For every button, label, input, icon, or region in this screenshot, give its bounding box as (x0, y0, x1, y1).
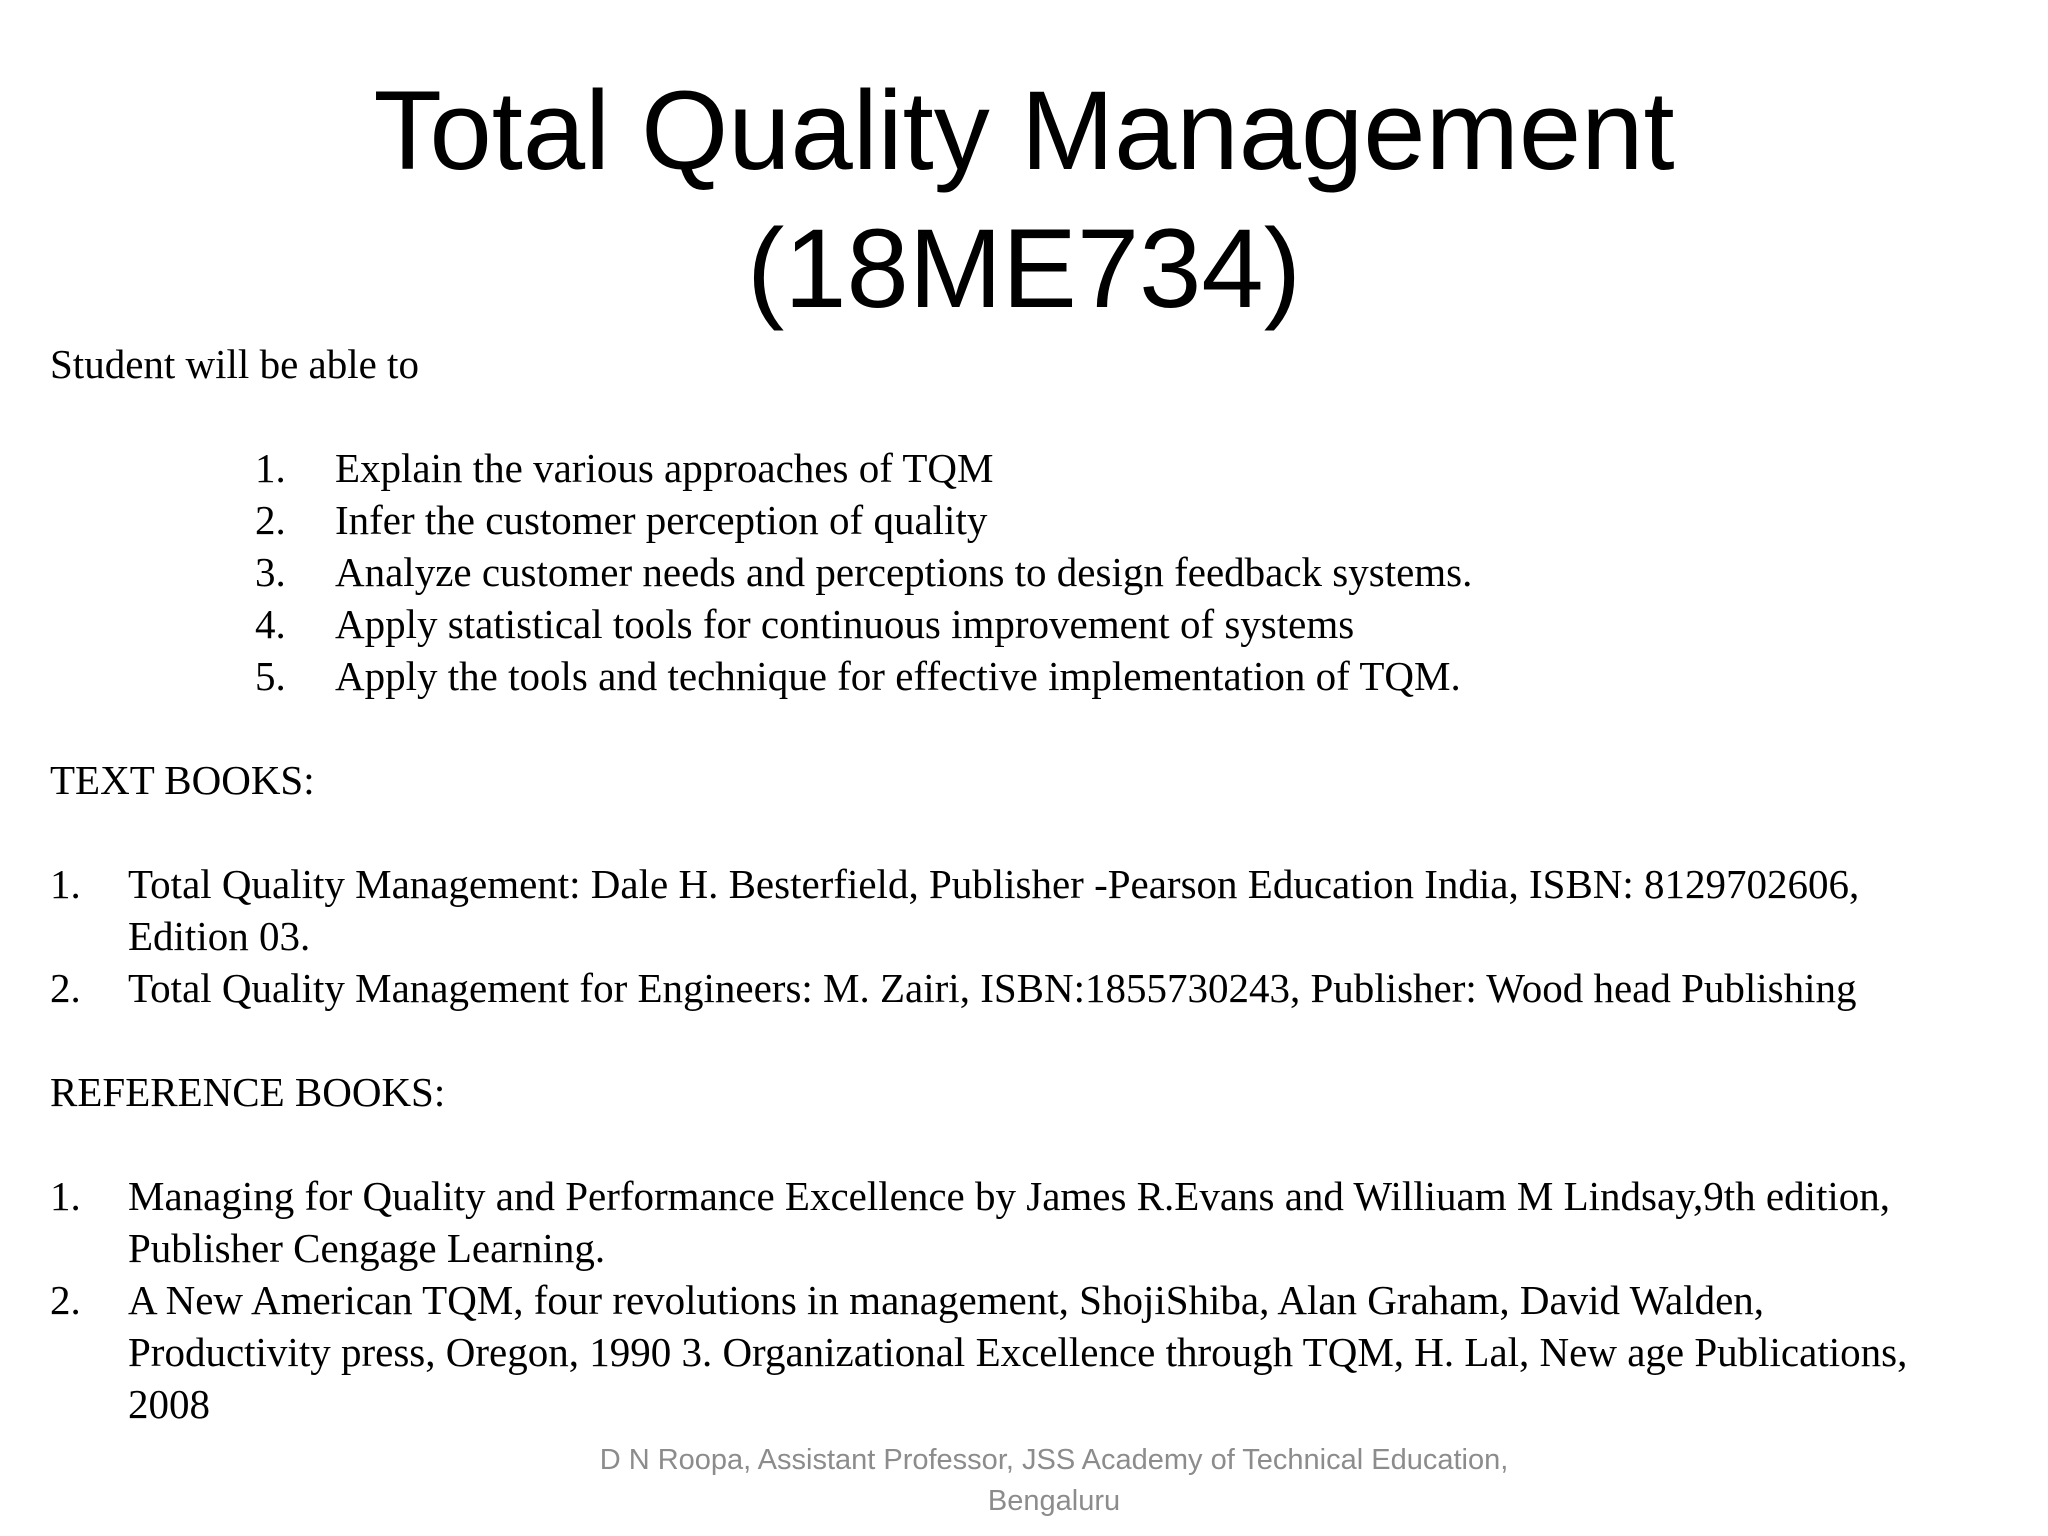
text-book-number: 2. (50, 965, 81, 1011)
reference-book-line: A New American TQM, four revolutions in management, ShojiShiba, Alan Graham, David Walden, (128, 1277, 1765, 1323)
text-books-heading: TEXT BOOKS: (50, 757, 315, 803)
text-book-line: Total Quality Management: Dale H. Besterfield, Publisher -Pearson Education India, ISBN: 8129702606, (128, 861, 1860, 907)
spacer (50, 806, 2010, 858)
text-book-item (50, 962, 2010, 1014)
slide-title (0, 62, 2048, 338)
text-book-line: Total Quality Management for Engineers: M. Zairi, ISBN:1855730243, Publisher: Wood head Publishing (128, 965, 1857, 1011)
title-line-1: Total Quality Management (373, 68, 1675, 193)
text-book-number: 1. (50, 861, 81, 907)
footer-line-1: D N Roopa, Assistant Professor, JSS Academy of Technical Education, (599, 1444, 1509, 1476)
reference-book-line: Productivity press, Oregon, 1990 3. Organizational Excellence through TQM, H. Lal, New age Publications, (128, 1329, 1908, 1375)
objective-number: 2. (255, 497, 286, 543)
footer-author-credit (574, 1440, 1534, 1522)
objective-number: 1. (255, 445, 286, 491)
objective-item (50, 598, 2010, 650)
reference-book-line: Managing for Quality and Performance Excellence by James R.Evans and Williuam M Lindsay,9th edition, (128, 1173, 1891, 1219)
reference-book-line: 2008 (128, 1381, 210, 1427)
reference-book-number: 2. (50, 1277, 81, 1323)
reference-books-heading: REFERENCE BOOKS: (50, 1069, 446, 1115)
spacer (50, 390, 2010, 442)
text-books-list (50, 858, 2010, 1014)
text-book-line: Edition 03. (128, 913, 311, 959)
objective-text: Apply the tools and technique for effective implementation of TQM. (335, 653, 1461, 699)
title-line-2-course-code: (18ME734) (746, 206, 1302, 331)
objective-item (50, 442, 2010, 494)
objective-text: Analyze customer needs and perceptions to design feedback systems. (335, 549, 1473, 595)
reference-book-line: Publisher Cengage Learning. (128, 1225, 606, 1271)
reference-book-item (50, 1170, 2010, 1274)
objectives-list (50, 442, 2010, 702)
reference-book-number: 1. (50, 1173, 81, 1219)
reference-books-list (50, 1170, 2010, 1430)
objectives-intro: Student will be able to (50, 341, 419, 387)
objective-number: 5. (255, 653, 286, 699)
text-book-item (50, 858, 2010, 962)
objective-item (50, 650, 2010, 702)
objective-text: Apply statistical tools for continuous improvement of systems (335, 601, 1355, 647)
objective-number: 4. (255, 601, 286, 647)
spacer (50, 702, 2010, 754)
objective-number: 3. (255, 549, 286, 595)
objective-item (50, 494, 2010, 546)
slide-body (50, 338, 2010, 1430)
footer-line-2: Bengaluru (987, 1485, 1121, 1517)
objective-text: Infer the customer perception of quality (335, 497, 988, 543)
spacer (50, 1118, 2010, 1170)
reference-book-item (50, 1274, 2010, 1430)
objective-text: Explain the various approaches of TQM (335, 445, 994, 491)
objective-item (50, 546, 2010, 598)
spacer (50, 1014, 2010, 1066)
